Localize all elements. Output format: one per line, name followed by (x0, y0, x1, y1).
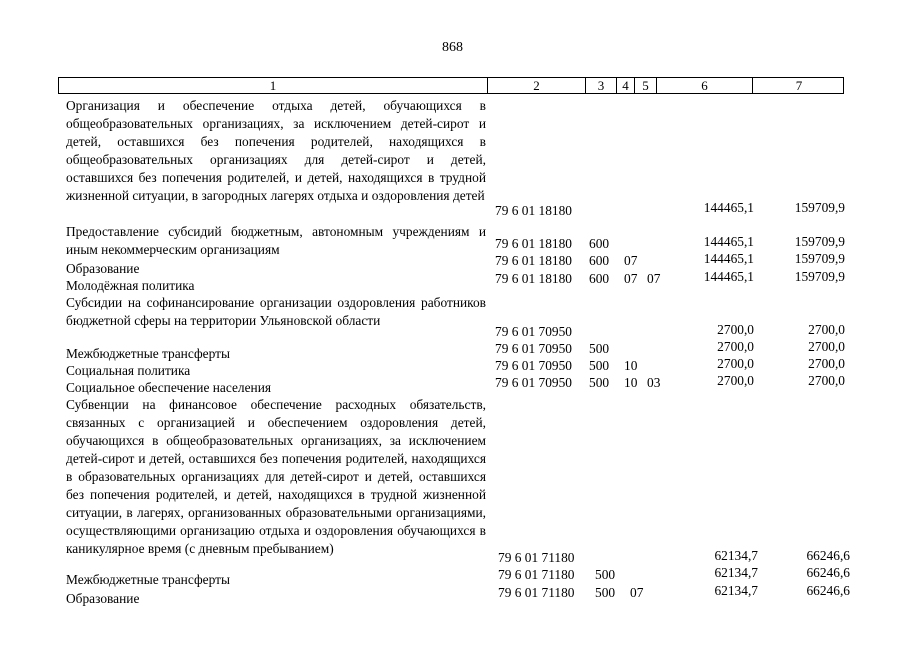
code-csr: 79 6 01 71180 (498, 585, 575, 600)
table-header-row (58, 77, 844, 94)
row-description: Социальное обеспечение населения (66, 380, 272, 395)
code-vr: 500 (595, 585, 616, 600)
row-description: Предоставление субсидий бюджетным, автономным учреждениям и иным некоммерческим организациям (66, 224, 486, 257)
code-csr: 79 6 01 71180 (498, 567, 575, 582)
value-col7: 159709,9 (794, 234, 845, 249)
column-header-1: 1 (269, 78, 277, 93)
row-code (495, 202, 572, 236)
code-csr: 79 6 01 70950 (495, 375, 572, 390)
column-header-7: 7 (752, 78, 845, 93)
value-col7: 159709,9 (794, 269, 845, 284)
row-description: Субвенции на финансовое обеспечение расходных обязательств, связанных с организацией и обеспечением оздоровления детей, обучающихся в общеобразовательных организациях, за исключением детей-сирот и детей, оставшихся без попечения родителей, находящихся в образовательных организациях для детей-сирот и детей, оставшихся без попечения родителей, и детей, находящихся в трудной жизненной ситуации, в лагерях, организованных образовательными организациями, осуществляющими организацию отдыха и оздоровления обучающихся в каникулярное время (с дневным пребыванием) (66, 397, 486, 556)
row-description: Образование (66, 591, 140, 606)
code-vr: 500 (589, 375, 610, 390)
code-csr: 79 6 01 70950 (495, 341, 572, 356)
column-header-5: 5 (634, 78, 656, 93)
row-description: Межбюджетные трансферты (66, 346, 230, 361)
value-col6: 144465,1 (703, 234, 754, 249)
row-code (498, 584, 644, 652)
code-csr: 79 6 01 18180 (495, 236, 572, 251)
code-csr: 79 6 01 70950 (495, 358, 572, 373)
row-description: Организация и обеспечение отдыха детей, обучающихся в общеобразовательных организациях, за исключением детей-сирот и детей, оставшихся без попечения родителей, находящихся в общеобразовательных организациях для детей-сирот и детей, оставшихся без попечения родителей, и детей, находящихся в трудной жизненной ситуации, в загородных лагерях отдыха и оздоровления детей (66, 98, 486, 203)
value-col6: 2700,0 (717, 339, 754, 354)
row-description: Социальная политика (66, 363, 191, 378)
code-rz: 07 (624, 253, 638, 268)
code-vr: 600 (589, 236, 610, 251)
value-col7: 2700,0 (808, 322, 845, 337)
code-rz: 07 (630, 585, 644, 600)
value-col6: 62134,7 (714, 548, 758, 563)
column-header-4: 4 (616, 78, 634, 93)
value-col7: 2700,0 (808, 339, 845, 354)
value-col6: 2700,0 (717, 356, 754, 371)
value-col7: 159709,9 (794, 251, 845, 266)
code-rz: 07 (624, 271, 638, 286)
code-rz: 10 (624, 358, 638, 373)
code-csr: 79 6 01 18180 (495, 203, 572, 218)
value-col6: 144465,1 (703, 269, 754, 284)
code-vr: 500 (589, 341, 610, 356)
code-vr: 500 (589, 358, 610, 373)
code-csr: 79 6 01 18180 (495, 271, 572, 286)
value-col7: 159709,9 (794, 200, 845, 215)
value-col7: 2700,0 (808, 373, 845, 388)
row-description: Субсидии на софинансирование организации оздоровления работников бюджетной сферы на территории Ульяновской области (66, 295, 486, 328)
value-col6: 2700,0 (717, 373, 754, 388)
value-col6: 62134,7 (714, 583, 758, 598)
value-col7: 66246,6 (806, 548, 850, 563)
value-col7: 2700,0 (808, 356, 845, 371)
value-col7: 66246,6 (806, 565, 850, 580)
code-csr: 79 6 01 70950 (495, 324, 572, 339)
code-vr: 600 (589, 253, 610, 268)
code-rz: 10 (624, 375, 638, 390)
value-col6: 144465,1 (703, 200, 754, 215)
code-csr: 79 6 01 18180 (495, 253, 572, 268)
code-csr: 79 6 01 71180 (498, 550, 575, 565)
value-col6: 62134,7 (714, 565, 758, 580)
row-description: Межбюджетные трансферты (66, 572, 230, 587)
code-vr: 600 (589, 271, 610, 286)
row-description: Молодёжная политика (66, 278, 195, 293)
value-col7: 66246,6 (806, 583, 850, 598)
value-col6: 144465,1 (703, 251, 754, 266)
row-code (495, 374, 661, 459)
column-header-3: 3 (585, 78, 616, 93)
code-vr: 500 (595, 567, 616, 582)
code-pr: 03 (647, 375, 661, 390)
column-header-2: 2 (487, 78, 585, 93)
column-header-6: 6 (656, 78, 752, 93)
row-description: Образование (66, 261, 140, 276)
value-col6: 2700,0 (717, 322, 754, 337)
page-number: 868 (442, 40, 463, 55)
code-pr: 07 (647, 271, 661, 286)
